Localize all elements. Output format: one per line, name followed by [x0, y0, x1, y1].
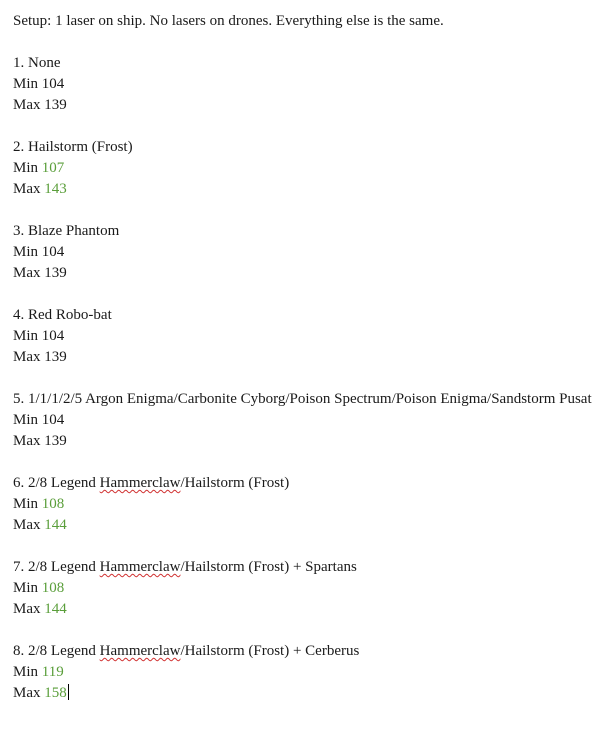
entry-title — [13, 557, 609, 578]
max-value: 139 — [44, 433, 67, 449]
max-value: 139 — [44, 97, 67, 113]
entry-max-line — [13, 179, 609, 200]
min-label: Min — [13, 76, 39, 92]
min-label: Min — [13, 664, 39, 680]
entry-title-prefix: 7. 2/8 Legend — [13, 559, 100, 575]
min-value: 108 — [41, 496, 65, 512]
min-label: Min — [13, 412, 39, 428]
blank-line — [13, 452, 609, 473]
min-value: 108 — [41, 580, 65, 596]
entry-max-line — [13, 95, 609, 116]
min-label: Min — [13, 244, 39, 260]
entry-max-line — [13, 263, 609, 284]
min-value: 104 — [41, 76, 65, 92]
entry-title: 5. 1/1/1/2/5 Argon Enigma/Carbonite Cyborg/Poison Spectrum/Poison Enigma/Sandstorm Pusat — [13, 391, 592, 407]
blank-line — [13, 284, 609, 305]
max-value: 144 — [44, 517, 67, 533]
entry-title: 4. Red Robo-bat — [13, 307, 112, 323]
min-label: Min — [13, 580, 39, 596]
min-value: 104 — [41, 328, 65, 344]
max-value: 139 — [44, 349, 67, 365]
entry-min-line — [13, 326, 609, 347]
entry-max-line — [13, 347, 609, 368]
max-value: 139 — [44, 265, 67, 281]
blank-line — [13, 368, 609, 389]
entry-min-line — [13, 494, 609, 515]
max-label: Max — [13, 181, 41, 197]
document-body[interactable] — [13, 11, 609, 704]
max-value: 143 — [44, 181, 67, 197]
blank-line — [13, 536, 609, 557]
max-value: 144 — [44, 601, 67, 617]
max-label: Max — [13, 433, 41, 449]
max-label: Max — [13, 97, 41, 113]
entry-max-line — [13, 431, 609, 452]
entry-min-line — [13, 662, 609, 683]
entry-title: 1. None — [13, 55, 61, 71]
max-label: Max — [13, 601, 41, 617]
min-value: 104 — [41, 244, 65, 260]
entry-title-suffix: /Hailstorm (Frost) + Cerberus — [180, 643, 360, 659]
setup-line: Setup: 1 laser on ship. No lasers on drones. Everything else is the same. — [13, 13, 444, 29]
entry-min-line — [13, 578, 609, 599]
blank-line — [13, 620, 609, 641]
max-label: Max — [13, 349, 41, 365]
entry-title-prefix: 8. 2/8 Legend — [13, 643, 100, 659]
entry-title-prefix: 6. 2/8 Legend — [13, 475, 100, 491]
entry-max-line — [13, 683, 609, 704]
min-value: 107 — [41, 160, 65, 176]
entry-min-line — [13, 74, 609, 95]
min-value: 119 — [41, 664, 64, 680]
spellcheck-flagged-word[interactable]: Hammerclaw — [99, 643, 181, 659]
min-label: Min — [13, 160, 39, 176]
entry-title: 3. Blaze Phantom — [13, 223, 120, 239]
entry-min-line — [13, 242, 609, 263]
max-label: Max — [13, 517, 41, 533]
max-label: Max — [13, 685, 41, 701]
min-label: Min — [13, 496, 39, 512]
spellcheck-flagged-word[interactable]: Hammerclaw — [99, 475, 181, 491]
max-label: Max — [13, 265, 41, 281]
blank-line — [13, 200, 609, 221]
entry-max-line — [13, 599, 609, 620]
max-value: 158 — [44, 685, 67, 701]
entry-title: 2. Hailstorm (Frost) — [13, 139, 133, 155]
blank-line — [13, 116, 609, 137]
spellcheck-flagged-word[interactable]: Hammerclaw — [99, 559, 181, 575]
entry-title — [13, 473, 609, 494]
entry-min-line — [13, 158, 609, 179]
min-label: Min — [13, 328, 39, 344]
min-value: 104 — [41, 412, 65, 428]
entry-min-line — [13, 410, 609, 431]
entry-title — [13, 641, 609, 662]
blank-line — [13, 32, 609, 53]
entry-title-suffix: /Hailstorm (Frost) — [180, 475, 290, 491]
entry-title-suffix: /Hailstorm (Frost) + Spartans — [180, 559, 357, 575]
entry-max-line — [13, 515, 609, 536]
text-cursor — [68, 684, 69, 700]
